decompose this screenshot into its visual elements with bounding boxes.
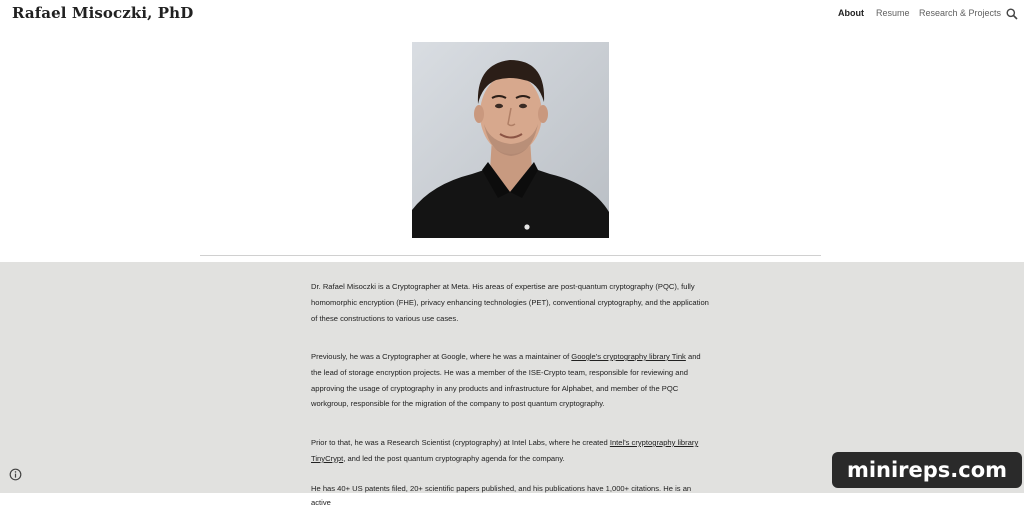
info-icon[interactable] — [9, 468, 22, 481]
nav-about[interactable]: About — [838, 8, 864, 18]
about-paragraph-2 — [311, 349, 711, 412]
profile-photo — [412, 42, 609, 238]
nav-resume[interactable]: Resume — [876, 8, 910, 18]
section-divider — [200, 255, 821, 256]
search-icon[interactable] — [1006, 7, 1018, 25]
about-paragraph-3 — [311, 435, 711, 467]
p2-text-before: Previously, he was a Cryptographer at Google, where he was a maintainer of — [311, 352, 572, 361]
watermark: minireps.com — [832, 452, 1022, 488]
about-paragraph-4: He has 40+ US patents filed, 20+ scientific papers published, and his publications have 1,000+ citations. He is an active — [311, 484, 692, 507]
tinycrypt-link[interactable]: Intel's cryptography library TinyCrypt — [311, 438, 699, 463]
tink-link[interactable]: Google's cryptography library Tink — [571, 352, 686, 361]
nav-research-projects[interactable]: Research & Projects — [919, 8, 1002, 18]
p3-text-after: , and led the post quantum cryptography agenda for the company. — [343, 453, 565, 463]
p2-text-after: and the lead of storage encryption projects. He was a member of the ISE-Crypto team, responsible for reviewing and approving the usage of cryptography in any products and infrastructure for Alphabet, and member of the PQC workgroup, responsible for the migration of the company to post quantum cryptography. — [311, 352, 701, 409]
p3-text-before: Prior to that, he was a Research Scientist (cryptography) at Intel Labs, where he created — [311, 438, 610, 447]
about-paragraph-1: Dr. Rafael Misoczki is a Cryptographer at Meta. His areas of expertise are post-quantum cryptography (PQC), fully homomorphic encryption (FHE), privacy enhancing technologies (PET), conventional cryptography, and the application of these constructions to various use cases. — [311, 282, 709, 323]
site-header — [0, 0, 1024, 30]
site-title[interactable]: Rafael Misoczki, PhD — [12, 4, 194, 22]
